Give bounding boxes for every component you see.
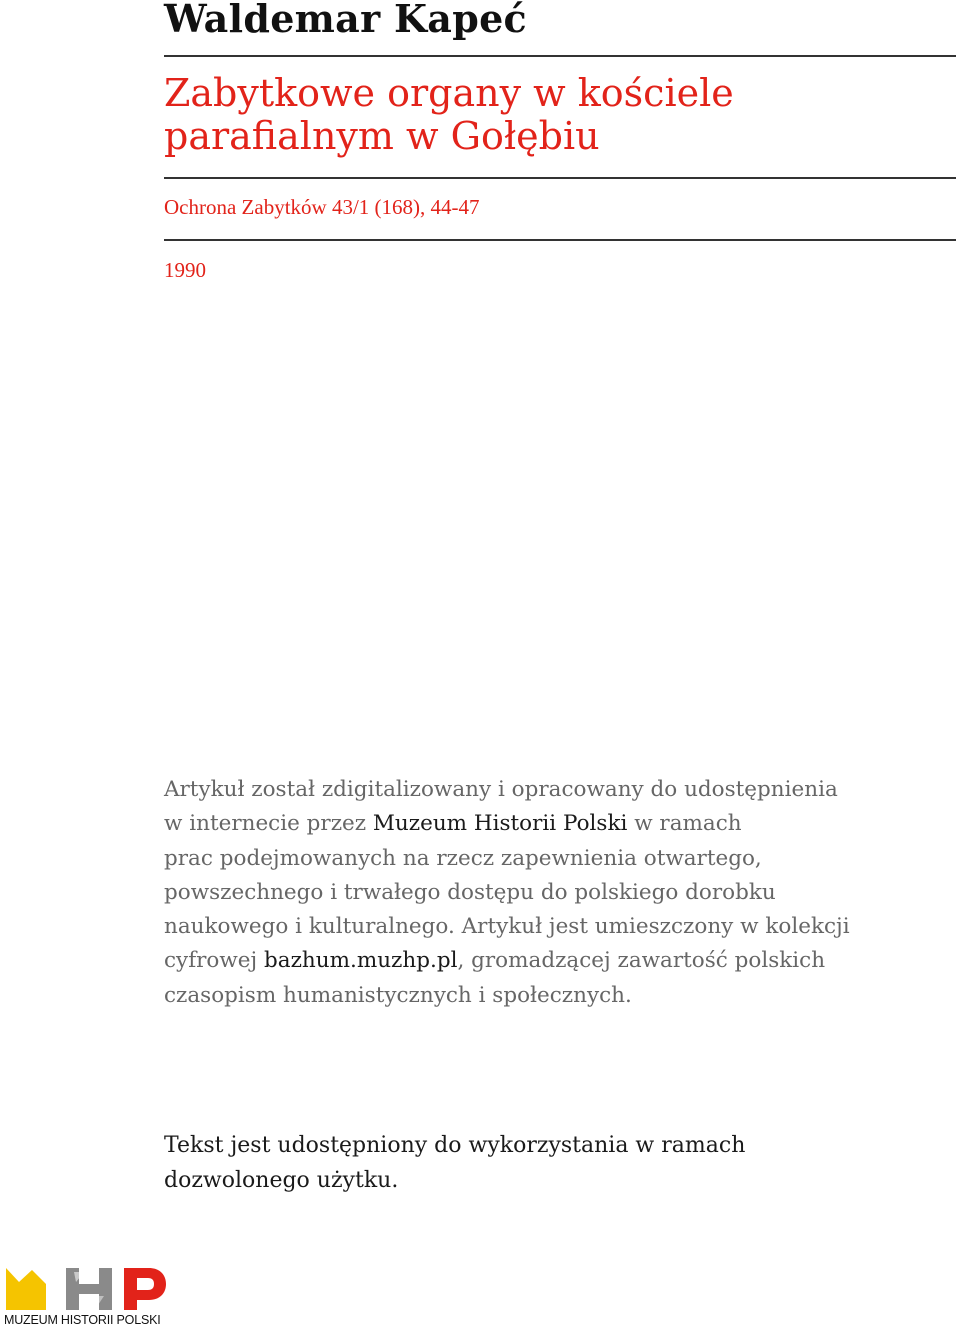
- notice-line: czasopism humanistycznych i społecznych.: [164, 982, 632, 1008]
- notice-line: Artykuł został zdigitalizowany i opracowany do udostępnienia: [164, 777, 838, 802]
- logo-m-icon: [6, 1268, 46, 1310]
- usage-line: dozwolonego użytku.: [164, 1168, 399, 1193]
- divider-bottom: [164, 239, 956, 241]
- author-name: Waldemar Kapeć: [164, 0, 527, 41]
- usage-line: Tekst jest udostępniony do wykorzystania w ramach: [164, 1133, 746, 1158]
- notice-text: w internecie przez: [164, 811, 373, 837]
- museum-name: Muzeum Historii Polski: [372, 811, 628, 837]
- digitization-notice: [164, 773, 934, 1013]
- notice-line: powszechnego i trwałego dostępu do polskiego dorobku: [164, 879, 776, 905]
- notice-text: cyfrowej: [164, 948, 264, 974]
- notice-line: prac podejmowanych na rzecz zapewnienia otwartego,: [164, 845, 762, 871]
- publication-year: 1990: [164, 258, 206, 282]
- notice-line: [164, 944, 934, 978]
- journal-source: Ochrona Zabytków 43/1 (168), 44-47: [164, 195, 480, 219]
- notice-line: naukowego i kulturalnego. Artykuł jest umieszczony w kolekcji: [164, 914, 850, 940]
- notice-line: [164, 807, 934, 841]
- notice-text: w ramach: [627, 811, 742, 837]
- logo-p-icon: [124, 1268, 166, 1310]
- article-title: [164, 72, 924, 158]
- article-title-line: parafialnym w Gołębiu: [164, 114, 600, 158]
- divider-middle: [164, 177, 956, 179]
- usage-notice: [164, 1128, 924, 1198]
- logo-h-icon: [66, 1268, 112, 1310]
- notice-text: , gromadzącej zawartość polskich: [457, 948, 826, 974]
- collection-link[interactable]: bazhum.muzhp.pl: [264, 948, 458, 974]
- article-title-line: Zabytkowe organy w kościele: [164, 71, 734, 115]
- divider-top: [164, 55, 956, 57]
- logo-label: MUZEUM HISTORII POLSKI: [4, 1313, 161, 1327]
